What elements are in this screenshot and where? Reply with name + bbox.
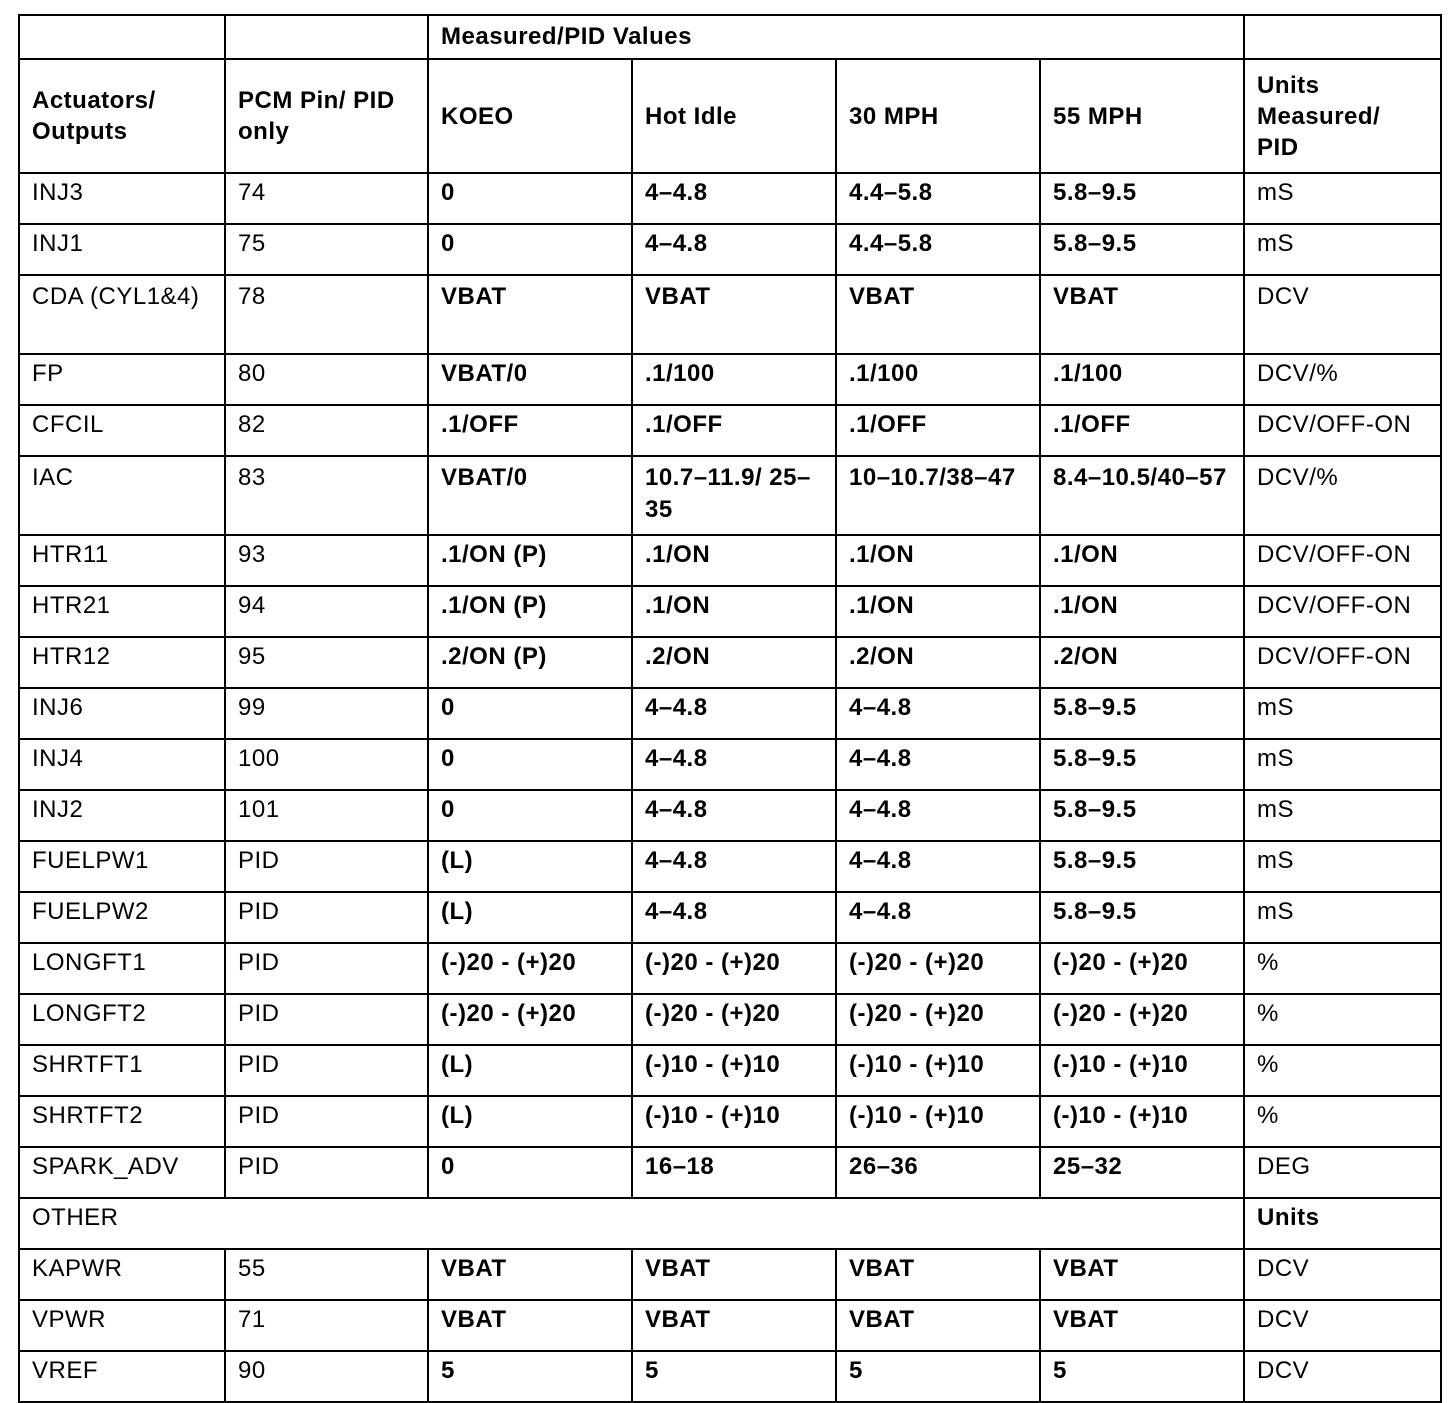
cell-idle: 10.7–11.9/ 25–35 (632, 456, 836, 535)
cell-m30: 4–4.8 (836, 688, 1040, 739)
cell-m55: VBAT (1040, 1300, 1244, 1351)
cell-m55: 5.8–9.5 (1040, 892, 1244, 943)
cell-units: % (1244, 1045, 1441, 1096)
cell-name: FUELPW1 (19, 841, 225, 892)
cell-name: SHRTFT1 (19, 1045, 225, 1096)
cell-pin: 94 (225, 586, 428, 637)
cell-units: % (1244, 994, 1441, 1045)
table-row (19, 586, 1441, 637)
cell-idle: 16–18 (632, 1147, 836, 1198)
cell-name: SPARK_ADV (19, 1147, 225, 1198)
pid-values-table (18, 14, 1442, 1403)
cell-idle: VBAT (632, 1249, 836, 1300)
cell-idle: .1/ON (632, 586, 836, 637)
cell-idle: 4–4.8 (632, 173, 836, 224)
table-row (19, 1096, 1441, 1147)
cell-koeo: 0 (428, 739, 632, 790)
cell-idle: .1/100 (632, 354, 836, 405)
table-row (19, 1147, 1441, 1198)
cell-name: HTR21 (19, 586, 225, 637)
table-row (19, 943, 1441, 994)
cell-m55: (-)20 - (+)20 (1040, 943, 1244, 994)
cell-koeo: .1/ON (P) (428, 535, 632, 586)
cell-m30: 4–4.8 (836, 841, 1040, 892)
cell-m30: 4.4–5.8 (836, 173, 1040, 224)
cell-units: DEG (1244, 1147, 1441, 1198)
cell-koeo: 0 (428, 688, 632, 739)
cell-units: DCV/OFF-ON (1244, 586, 1441, 637)
cell-koeo: (L) (428, 1096, 632, 1147)
cell-units: mS (1244, 224, 1441, 275)
col-pin: PCM Pin/ PID only (225, 59, 428, 173)
cell-name: CDA (CYL1&4) (19, 275, 225, 354)
cell-m55: (-)20 - (+)20 (1040, 994, 1244, 1045)
cell-name: HTR11 (19, 535, 225, 586)
cell-koeo: (L) (428, 1045, 632, 1096)
cell-idle: .1/ON (632, 535, 836, 586)
table-row (19, 1045, 1441, 1096)
cell-units: mS (1244, 892, 1441, 943)
other-section-row (19, 1198, 1441, 1249)
cell-m55: (-)10 - (+)10 (1040, 1096, 1244, 1147)
cell-units: DCV/OFF-ON (1244, 535, 1441, 586)
cell-units: mS (1244, 688, 1441, 739)
cell-koeo: .1/OFF (428, 405, 632, 456)
cell-idle: 4–4.8 (632, 790, 836, 841)
cell-m30: .1/100 (836, 354, 1040, 405)
cell-name: VREF (19, 1351, 225, 1402)
cell-koeo: VBAT (428, 1249, 632, 1300)
cell-koeo: (L) (428, 892, 632, 943)
cell-idle: .2/ON (632, 637, 836, 688)
cell-name: SHRTFT2 (19, 1096, 225, 1147)
cell-idle: (-)10 - (+)10 (632, 1096, 836, 1147)
cell-idle: VBAT (632, 1300, 836, 1351)
cell-name: INJ3 (19, 173, 225, 224)
cell-pin: 78 (225, 275, 428, 354)
cell-m55: VBAT (1040, 275, 1244, 354)
table-row (19, 1300, 1441, 1351)
cell-koeo: 0 (428, 1147, 632, 1198)
cell-units: % (1244, 1096, 1441, 1147)
table-row (19, 688, 1441, 739)
cell-koeo: .1/ON (P) (428, 586, 632, 637)
cell-m30: (-)20 - (+)20 (836, 943, 1040, 994)
cell-m55: 5.8–9.5 (1040, 688, 1244, 739)
cell-m30: .1/ON (836, 586, 1040, 637)
cell-koeo: VBAT/0 (428, 354, 632, 405)
cell-pin: PID (225, 1147, 428, 1198)
cell-pin: PID (225, 994, 428, 1045)
cell-units: mS (1244, 739, 1441, 790)
cell-m30: .2/ON (836, 637, 1040, 688)
cell-units: DCV/OFF-ON (1244, 637, 1441, 688)
cell-name: KAPWR (19, 1249, 225, 1300)
cell-m30: 4–4.8 (836, 739, 1040, 790)
cell-koeo: 5 (428, 1351, 632, 1402)
cell-pin: 93 (225, 535, 428, 586)
cell-units: DCV (1244, 275, 1441, 354)
table-row (19, 739, 1441, 790)
cell-pin: 90 (225, 1351, 428, 1402)
cell-m30: 26–36 (836, 1147, 1040, 1198)
cell-koeo: 0 (428, 790, 632, 841)
cell-m55: 5.8–9.5 (1040, 739, 1244, 790)
cell-pin: 99 (225, 688, 428, 739)
col-hot-idle: Hot Idle (632, 59, 836, 173)
cell-pin: PID (225, 1045, 428, 1096)
cell-m55: 8.4–10.5/40–57 (1040, 456, 1244, 535)
cell-idle: 4–4.8 (632, 739, 836, 790)
cell-m30: 10–10.7/38–47 (836, 456, 1040, 535)
cell-m30: VBAT (836, 1249, 1040, 1300)
cell-m30: .1/OFF (836, 405, 1040, 456)
cell-koeo: 0 (428, 224, 632, 275)
col-actuator: Actuators/ Outputs (19, 59, 225, 173)
cell-pin: 95 (225, 637, 428, 688)
cell-units: mS (1244, 841, 1441, 892)
cell-units: DCV (1244, 1300, 1441, 1351)
col-55mph: 55 MPH (1040, 59, 1244, 173)
cell-idle: 4–4.8 (632, 224, 836, 275)
cell-koeo: (-)20 - (+)20 (428, 994, 632, 1045)
column-header-row (19, 59, 1441, 173)
cell-pin: 82 (225, 405, 428, 456)
cell-pin: 101 (225, 790, 428, 841)
cell-pin: 74 (225, 173, 428, 224)
cell-pin: 83 (225, 456, 428, 535)
cell-units: DCV/% (1244, 354, 1441, 405)
cell-pin: 55 (225, 1249, 428, 1300)
col-units: Units Measured/ PID (1244, 59, 1441, 173)
cell-m55: (-)10 - (+)10 (1040, 1045, 1244, 1096)
cell-idle: .1/OFF (632, 405, 836, 456)
cell-pin: PID (225, 943, 428, 994)
cell-name: FUELPW2 (19, 892, 225, 943)
col-30mph: 30 MPH (836, 59, 1040, 173)
cell-name: LONGFT1 (19, 943, 225, 994)
cell-pin: 100 (225, 739, 428, 790)
cell-koeo: VBAT/0 (428, 456, 632, 535)
cell-units: mS (1244, 790, 1441, 841)
cell-pin: PID (225, 1096, 428, 1147)
table-row (19, 994, 1441, 1045)
cell-m30: 5 (836, 1351, 1040, 1402)
cell-units: mS (1244, 173, 1441, 224)
cell-m55: 5 (1040, 1351, 1244, 1402)
cell-m30: VBAT (836, 1300, 1040, 1351)
cell-koeo: .2/ON (P) (428, 637, 632, 688)
cell-idle: (-)20 - (+)20 (632, 943, 836, 994)
table-row (19, 841, 1441, 892)
cell-idle: 5 (632, 1351, 836, 1402)
table-row (19, 275, 1441, 354)
cell-name: VPWR (19, 1300, 225, 1351)
cell-pin: PID (225, 892, 428, 943)
cell-units: % (1244, 943, 1441, 994)
cell-pin: 80 (225, 354, 428, 405)
table-row (19, 637, 1441, 688)
cell-units: DCV (1244, 1249, 1441, 1300)
cell-name: INJ6 (19, 688, 225, 739)
cell-name: CFCIL (19, 405, 225, 456)
cell-m55: 5.8–9.5 (1040, 790, 1244, 841)
cell-m30: 4–4.8 (836, 892, 1040, 943)
cell-m30: .1/ON (836, 535, 1040, 586)
cell-m55: .1/ON (1040, 535, 1244, 586)
table-row (19, 405, 1441, 456)
group-header-row (19, 15, 1441, 59)
cell-units: DCV/OFF-ON (1244, 405, 1441, 456)
cell-idle: 4–4.8 (632, 688, 836, 739)
cell-koeo: 0 (428, 173, 632, 224)
cell-m55: 25–32 (1040, 1147, 1244, 1198)
cell-idle: 4–4.8 (632, 841, 836, 892)
cell-idle: (-)20 - (+)20 (632, 994, 836, 1045)
table-row (19, 1249, 1441, 1300)
col-koeo: KOEO (428, 59, 632, 173)
table-row (19, 790, 1441, 841)
cell-m30: (-)10 - (+)10 (836, 1045, 1040, 1096)
cell-pin: 75 (225, 224, 428, 275)
cell-name: INJ4 (19, 739, 225, 790)
cell-m55: .1/100 (1040, 354, 1244, 405)
cell-koeo: VBAT (428, 1300, 632, 1351)
table-row (19, 354, 1441, 405)
cell-m55: 5.8–9.5 (1040, 173, 1244, 224)
cell-pin: 71 (225, 1300, 428, 1351)
cell-name: HTR12 (19, 637, 225, 688)
table-row (19, 892, 1441, 943)
cell-pin: PID (225, 841, 428, 892)
cell-koeo: (-)20 - (+)20 (428, 943, 632, 994)
cell-name: FP (19, 354, 225, 405)
cell-koeo: VBAT (428, 275, 632, 354)
cell-m30: (-)10 - (+)10 (836, 1096, 1040, 1147)
cell-m55: 5.8–9.5 (1040, 224, 1244, 275)
table-row (19, 173, 1441, 224)
other-label: OTHER (19, 1198, 1244, 1249)
cell-koeo: (L) (428, 841, 632, 892)
cell-m55: .1/OFF (1040, 405, 1244, 456)
cell-idle: (-)10 - (+)10 (632, 1045, 836, 1096)
cell-name: INJ2 (19, 790, 225, 841)
other-units-label: Units (1244, 1198, 1441, 1249)
cell-m30: VBAT (836, 275, 1040, 354)
cell-m55: VBAT (1040, 1249, 1244, 1300)
cell-m30: (-)20 - (+)20 (836, 994, 1040, 1045)
table-row (19, 224, 1441, 275)
cell-idle: 4–4.8 (632, 892, 836, 943)
cell-m30: 4.4–5.8 (836, 224, 1040, 275)
cell-m55: 5.8–9.5 (1040, 841, 1244, 892)
cell-name: LONGFT2 (19, 994, 225, 1045)
cell-idle: VBAT (632, 275, 836, 354)
table-row (19, 456, 1441, 535)
table-row (19, 535, 1441, 586)
cell-name: INJ1 (19, 224, 225, 275)
cell-name: IAC (19, 456, 225, 535)
cell-m30: 4–4.8 (836, 790, 1040, 841)
measured-pid-values-header: Measured/PID Values (428, 15, 1244, 59)
table-row (19, 1351, 1441, 1402)
cell-units: DCV (1244, 1351, 1441, 1402)
cell-m55: .1/ON (1040, 586, 1244, 637)
cell-m55: .2/ON (1040, 637, 1244, 688)
cell-units: DCV/% (1244, 456, 1441, 535)
